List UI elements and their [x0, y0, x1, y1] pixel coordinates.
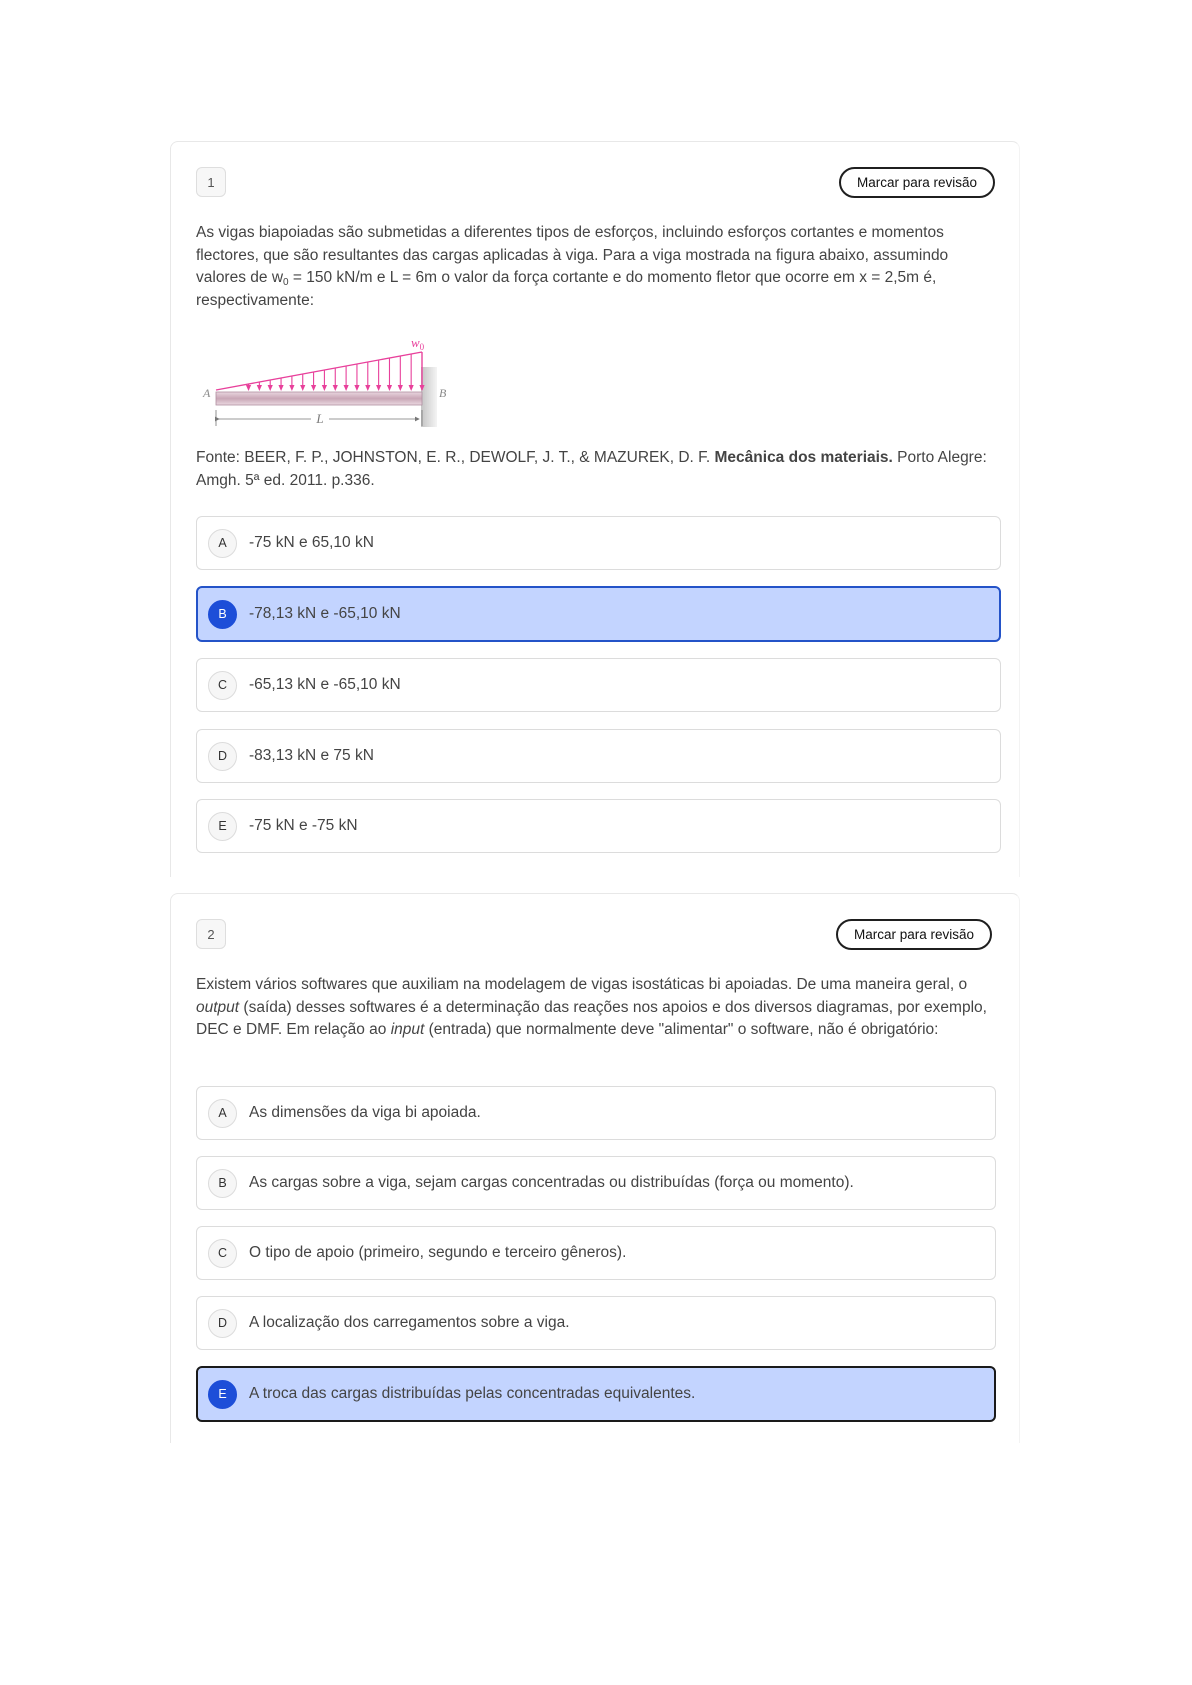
- option-text: As cargas sobre a viga, sejam cargas concentradas ou distribuídas (força ou momento).: [249, 1174, 854, 1191]
- label-w0: $w_0$: [411, 335, 425, 352]
- option-a[interactable]: [196, 516, 1001, 570]
- load-arrow-head: [268, 385, 273, 391]
- fixed-support-wall: [421, 367, 437, 427]
- option-d[interactable]: [196, 729, 1001, 783]
- option-letter: C: [208, 1239, 237, 1268]
- option-letter: D: [208, 1309, 237, 1338]
- option-c[interactable]: [196, 1226, 996, 1280]
- load-arrow-head: [344, 385, 349, 391]
- question-stem: Existem vários softwares que auxiliam na modelagem de vigas isostáticas bi apoiadas. De uma maneira geral, o output (saída) desses softwares é a determinação das reações nos apoios e dos diversos diagramas, por exemplo, DEC e DMF. Em relação ao input (entrada) que normalmente deve "alimentar" o software, não é obrigatório:: [196, 976, 987, 1039]
- option-letter: A: [208, 529, 237, 558]
- label-l: L: [316, 411, 324, 426]
- option-text: As dimensões da viga bi apoiada.: [249, 1104, 481, 1121]
- option-letter: B: [208, 1169, 237, 1198]
- question-card-2: [170, 893, 1020, 1443]
- load-arrow-head: [409, 385, 414, 391]
- option-letter: E: [208, 812, 237, 841]
- distributed-load-arrows: [246, 352, 425, 391]
- option-text: -75 kN e 65,10 kN: [249, 534, 374, 551]
- load-arrow-head: [365, 385, 370, 391]
- question-number: 2: [196, 919, 226, 949]
- option-text: -83,13 kN e 75 kN: [249, 747, 374, 764]
- option-letter: A: [208, 1099, 237, 1128]
- question-card-1: [170, 141, 1020, 877]
- load-arrow-head: [322, 385, 327, 391]
- option-letter: B: [208, 600, 237, 629]
- label-a: A: [203, 386, 211, 400]
- option-text: -65,13 kN e -65,10 kN: [249, 676, 401, 693]
- option-b[interactable]: [196, 586, 1001, 642]
- question-number: 1: [196, 167, 226, 197]
- question-stem: As vigas biapoiadas são submetidas a diferentes tipos de esforços, incluindo esforços cortantes e momentos flectores, que são resultantes das cargas aplicadas à viga. Para a viga mostrada na figura abaixo, assumindo valores de $w_0 = 150$ kN/m e L = 6m o valor da força cortante e do momento fletor que ocorre em x = 2,5m é, respectivamente:: [196, 224, 949, 309]
- beam: [216, 392, 422, 405]
- option-a[interactable]: [196, 1086, 996, 1140]
- load-arrow-head: [354, 385, 359, 391]
- option-text: A localização dos carregamentos sobre a viga.: [249, 1314, 570, 1331]
- option-e[interactable]: [196, 799, 1001, 853]
- load-arrow-head: [333, 385, 338, 391]
- load-arrow-head: [289, 385, 294, 391]
- load-arrow-head: [246, 385, 251, 391]
- option-text: -75 kN e -75 kN: [249, 817, 358, 834]
- load-arrow-head: [300, 385, 305, 391]
- beam-diagram: [195, 334, 455, 434]
- option-text: -78,13 kN e -65,10 kN: [249, 605, 401, 622]
- option-letter: E: [208, 1380, 237, 1409]
- figure-source: Fonte: BEER, F. P., JOHNSTON, E. R., DEWOLF, J. T., & MAZUREK, D. F. Mecânica dos materiais. Porto Alegre: Amgh. 5ª ed. 2011. p.336.: [196, 449, 987, 489]
- mark-for-review-button[interactable]: Marcar para revisão: [839, 167, 995, 198]
- option-letter: D: [208, 742, 237, 771]
- option-letter: C: [208, 671, 237, 700]
- option-e[interactable]: [196, 1366, 996, 1422]
- option-c[interactable]: [196, 658, 1001, 712]
- load-arrow-head: [278, 385, 283, 391]
- load-arrow-head: [387, 385, 392, 391]
- label-b: B: [439, 386, 447, 400]
- load-envelope: [216, 352, 422, 390]
- load-arrow-head: [398, 385, 403, 391]
- option-text: O tipo de apoio (primeiro, segundo e terceiro gêneros).: [249, 1244, 627, 1261]
- option-b[interactable]: [196, 1156, 996, 1210]
- option-d[interactable]: [196, 1296, 996, 1350]
- mark-for-review-button[interactable]: Marcar para revisão: [836, 919, 992, 950]
- load-arrow-head: [311, 385, 316, 391]
- load-arrow-head: [257, 385, 262, 391]
- option-text: A troca das cargas distribuídas pelas concentradas equivalentes.: [249, 1385, 696, 1402]
- load-arrow-head: [376, 385, 381, 391]
